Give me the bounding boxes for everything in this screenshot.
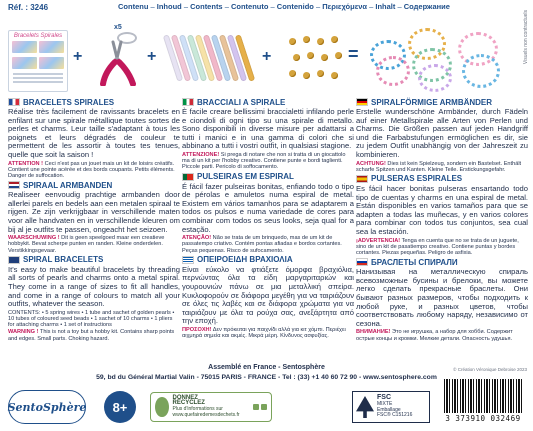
contents-ru: Содержание: [403, 2, 450, 11]
recycling-note: Plus d'informations sur www.quefairedemesdechets.fr: [172, 406, 240, 418]
contents-heading: Contenu – Inhoud – Contents – Contenuto – Contenido – Περιεχόμενα – Inhalt – Содержание: [118, 2, 450, 11]
flag-it-icon: [182, 98, 194, 106]
warning-label-en: WARNING !: [8, 329, 39, 336]
column-middle: [182, 97, 354, 340]
recycling-title: DONNEZ: [172, 394, 198, 401]
company-address: 59, bd du Général Martial Valin - 75015 PARIS - FRANCE - Tel : (33) +1 40 60 72 90 - www.sentosphere.com: [96, 374, 437, 381]
warning-label-de: ACHTUNG!: [356, 160, 386, 167]
bead-tubes-image: [166, 28, 252, 90]
fsc-tree-icon: [356, 396, 374, 418]
copyright-text: © Création Véronique Debroise 2023: [453, 367, 527, 372]
warning-label-pt: ATENÇÃO!: [182, 235, 212, 242]
barcode-bars: [444, 379, 524, 413]
contents-en: Contents: [190, 2, 223, 11]
flag-gr-icon: [182, 256, 194, 264]
charms-image: [285, 34, 347, 90]
age-badge: 8+: [104, 391, 136, 423]
plus-icon: +: [147, 48, 157, 65]
triman-icons: [253, 404, 267, 410]
warning-label-it: ATTENZIONE!: [182, 151, 220, 158]
section-body-it: È facile creare bellissimi braccialetti infilando perle e ciondoli di ogni tipo su una spirale di metallo. Sono disponibili in diverse misure per adattarsi a tutti i manici e in una gamma di colori che si abbinano a tutti i vostri outfit, in qualsiasi stagione.: [182, 107, 354, 151]
section-title-es: PULSERAS ESPIRALES: [371, 174, 463, 184]
flag-nl-icon: [8, 181, 20, 189]
warning-label-fr: ATTENTION !: [8, 160, 44, 167]
flag-pt-icon: [182, 173, 194, 181]
warning-text-it: Si prega di notare che non si tratta di un giocattolo ma di un kit per l'hobby creativo. Contiene punte e bordi taglienti. Piccole parti. Pericolo di soffocamento.: [182, 151, 346, 171]
recycle-icon: [155, 397, 169, 417]
warning-text-ru: Это не игрушка, а набор для хобби. Содержит острые концы и кромки. Мелкие детали. Опасность удушья.: [356, 329, 513, 342]
section-title-ru: БРАСЛЕТЫ СПИРАЛИ: [371, 257, 458, 267]
contents-de: Inhalt: [375, 2, 396, 11]
section-en: [8, 255, 180, 342]
flag-de-icon: [356, 98, 368, 106]
brand-logo: SentoSphère: [8, 390, 86, 424]
contents-es: Contenido: [276, 2, 314, 11]
section-title-nl: SPIRAAL ARMBANDEN: [23, 180, 113, 190]
section-es: [356, 174, 528, 256]
flag-fr-icon: [8, 98, 20, 106]
contents-nl: Inhoud: [156, 2, 182, 11]
fsc-mixte: MIXTE: [377, 400, 393, 407]
section-nl: [8, 180, 180, 254]
section-body-gr: Είναι εύκολο να φτιάξετε όμορφα βραχιόλια, περνώντας όλα τα είδη μαργαριταριών και γουρουνιών πάνω σε μια μεταλλική σπείρα. Κυκλοφορούν σε διάφορα μεγέθη για να ταιριάζουν σε όλες τις λαβές και σε διάφορα χρώματα για να ταιριάζουν με όλα τα ρούχα σας, ανεξάρτητα από την εποχή.: [182, 264, 354, 326]
section-de: [356, 97, 528, 173]
plus-icon: +: [262, 48, 272, 65]
section-it: [182, 97, 354, 171]
section-title-pt: PULSEIRAS EM ESPIRAL: [197, 172, 294, 182]
fsc-label: [352, 391, 430, 423]
section-body-nl: Realiseer eenvoudig prachtige armbanden door allerlei parels en bedels aan een metalen spiraal te rijgen. Ze zijn verkrijgbaar in verschillende maten voor alle handvaten en in verschillende kleuren om bij al je outfits te passen, ongeacht het seizoen.: [8, 190, 180, 234]
plus-icon: +: [73, 48, 83, 65]
flag-ru-icon: [356, 258, 368, 266]
column-left: [8, 97, 180, 343]
product-strip: [0, 14, 533, 94]
pliers-image: [95, 38, 141, 86]
section-title-gr: ΟΠΕΙΡΟΕΙΔΗ ΒΡΑΧΙΟΛΙΑ: [197, 255, 293, 265]
warning-text-de: Dies ist kein Spielzeug, sondern ein Bastelset. Enthält scharfe Spitzen und Kanten. Kleine Teile. Erstickungsgefahr.: [356, 160, 522, 173]
section-body-en: It's easy to make beautiful bracelets by threading all sorts of pearls and charms onto a metal spiral. They come in a range of sizes to fit all handles, and come in a range of colours to match all your outfits, whatever the season.: [8, 264, 180, 309]
instruction-card: [8, 30, 68, 92]
assembled-in-text: Assemblé en France - Sentosphère: [208, 364, 325, 371]
contents-gr: Περιεχόμενα: [322, 2, 368, 11]
reference-number: Réf. : 3246: [8, 3, 49, 12]
barcode: [440, 377, 526, 423]
section-title-fr: BRACELETS SPIRALES: [23, 97, 115, 107]
warning-label-ru: ВНИМАНИЕ!: [356, 329, 391, 336]
warning-label-es: ¡ADVERTENCIA!: [356, 237, 401, 244]
section-title-it: BRACCIALI A SPIRALE: [197, 97, 286, 107]
recycling-subtitle: RECYCLEZ: [172, 400, 205, 407]
wire-quantity: x5: [114, 24, 122, 31]
section-pt: [182, 172, 354, 254]
fsc-brand: FSC: [377, 394, 391, 402]
bracelets-image: [368, 26, 508, 96]
section-title-de: SPIRALFÖRMIGE ARMBÄNDER: [371, 97, 493, 107]
flag-uk-icon: [8, 256, 20, 264]
warning-text-en: This is not a toy but a hobby kit. Contains sharp points and edges. Small parts. Choking hazard.: [8, 329, 175, 342]
section-ru: [356, 257, 528, 342]
section-body-fr: Réalise très facilement de ravissants bracelets en enfilant sur une spirale métallique toutes sortes de perles et charms. Leur taille s'adaptant à tous les poignets et leurs dégradés de couleur te permettent de les assortir à toutes tes tenues, quelle que soit la saison !: [8, 107, 180, 159]
section-body-pt: É fácil fazer pulseiras bonitas, enfiando todo o tipo de pérolas e amuletos numa espiral de metal. Existem em vários tamanhos para se adaptarem a todos os pulsos e numa variedade de cores para combinar com todos os seus looks, seja qual for a estação.: [182, 181, 354, 234]
contents-it: Contenuto: [230, 2, 269, 11]
warning-text-es: Tenga en cuenta que no se trata de un juguete, sino de un kit de pasatiempo creativo. Contiene puntas y bordes cortantes. Piezas pequeñas. Peligro de asfixia.: [356, 237, 519, 256]
contents-list-en: CONTENTS: • 5 spring wires • 1 tube and sachet of golden pearls • 10 tubes of coloured seed beads • 1 sachet of 10 charms • 1 pliers for attaching charms • 1 set of instructions: [8, 309, 175, 329]
section-gr: [182, 255, 354, 340]
warning-text-fr: Ceci n'est pas un jouet mais un kit de loisirs créatifs. Contient une pointe acérée et des bords coupants. Petits éléments. Danger de suffocation.: [8, 160, 175, 179]
section-body-ru: Нанизывая на металлическую спираль всевозможные бусины и брелоки, вы можете легко сделать прекрасные браслеты. Они бывают разных размеров, чтобы подходить к любой руке, и разных цветов, чтобы соответствовать любому наряду, независимо от сезона.: [356, 267, 528, 328]
fsc-emballage: Emballage: [377, 406, 401, 413]
warning-label-gr: ΠΡΟΣΟΧΗ!: [182, 326, 212, 333]
recycling-label: [150, 392, 272, 422]
visual-disclaimer: Visuels non contractuels: [523, 10, 529, 65]
warning-text-nl: Dit is geen speelgoed maar een creatieve hobbykit. Bevat scherpe punten en randen. Kleine onderdelen. Verstikkingsgevaar.: [8, 235, 165, 254]
flag-es-icon: [356, 175, 368, 183]
section-body-de: Erstelle wunderschöne Armbänder, durch Fädeln auf einer Metallspirale alle Arten von Perlen und Charms. Die Größen passen auf jeden Handgriff und die Farbabstufungen ermöglichen es dir, sie zu jedem Outfit unabhängig von der Jahreszeit zu kombinieren.: [356, 107, 528, 159]
column-right: [356, 97, 528, 343]
section-body-es: Es fácil hacer bonitas pulseras ensartando todo tipo de cuentas y charms en una espiral de metal. Están disponibles en varios tamaños para que se adapten a todas las muñecas, y en varios colores para combinar con todos tus conjuntos, sea cual sea la estación.: [356, 183, 528, 236]
warning-text-gr: Δεν πρόκειται για παιχνίδι αλλά για κιτ χόμπι. Περιέχει αιχμηρά σημεία και ακμές. Μικρά μέρη. Κίνδυνος ασφυξίας.: [182, 326, 346, 340]
warning-label-nl: WAARSCHUWING !: [8, 235, 60, 242]
fsc-code: FSC® C151216: [377, 412, 413, 419]
warning-text-pt: Não se trata de um brinquedo, mas de um kit de passatempo criativo. Contém pontas afiadas e bordos cortantes. Peças pequenas. Risco de sufocamento.: [182, 235, 342, 254]
section-title-en: SPIRAL BRACELETS: [23, 255, 104, 265]
equals-icon: =: [348, 44, 359, 64]
instruction-card-title: Bracelets Spirales: [13, 33, 63, 39]
section-fr: [8, 97, 180, 179]
barcode-number: 3 373910 032469: [445, 414, 521, 423]
contents-fr: Contenu: [118, 2, 149, 11]
